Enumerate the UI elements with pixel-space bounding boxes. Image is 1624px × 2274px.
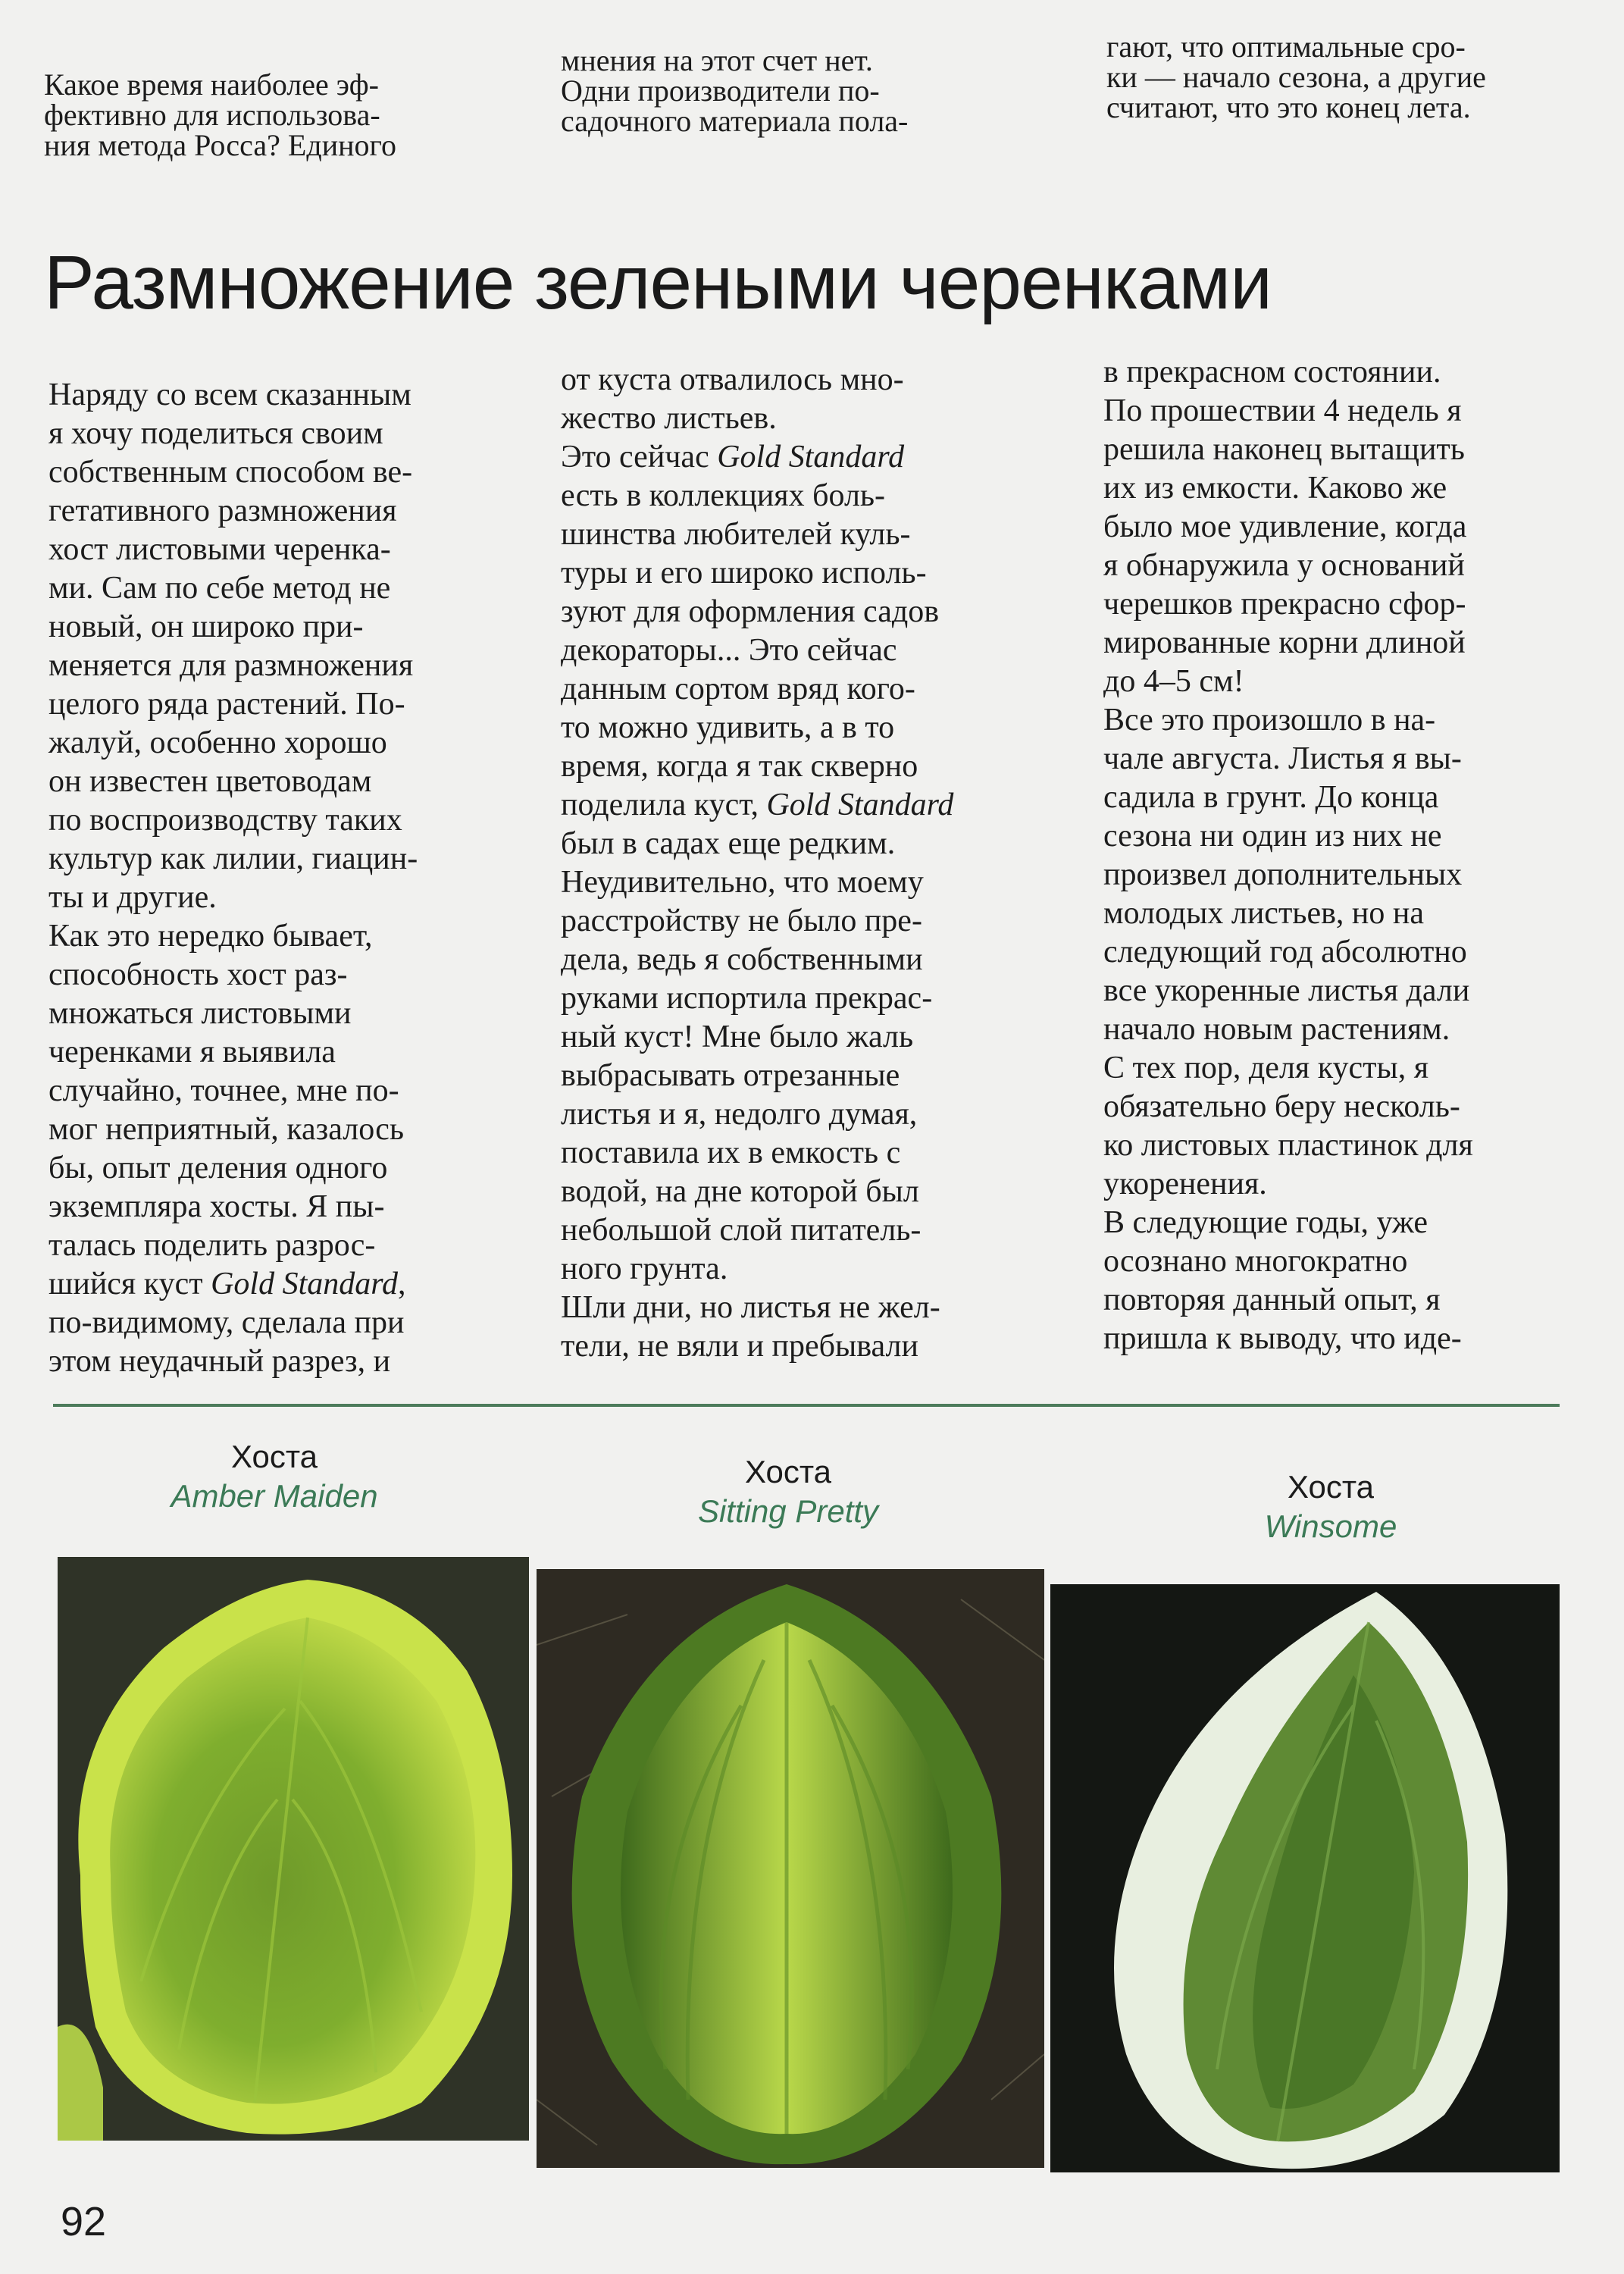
text-line: сезона ни один из них не (1103, 819, 1442, 854)
text-line: Это сейчас Gold Standard (561, 440, 905, 475)
text-line: мог неприятный, казалось (49, 1112, 405, 1147)
text-line: выбрасывать отрезанные (561, 1058, 900, 1093)
text-line: небольшой слой питатель- (561, 1213, 922, 1248)
text-line: Одни производители по- (561, 74, 880, 108)
text-line: Какое время наиболее эф- (44, 67, 379, 102)
article-column-3 (1103, 353, 1473, 1358)
text-line: этом неудачный разрез, и (49, 1344, 391, 1379)
text-line: он известен цветоводам (49, 764, 372, 799)
text-line: я хочу поделиться своим (49, 416, 383, 451)
text-line: ния метода Росса? Единого (44, 128, 396, 162)
text-line: молодых листьев, но на (1103, 896, 1425, 931)
text-line: собственным способом ве- (49, 455, 413, 490)
text-line: хост листовыми черенка- (49, 532, 391, 567)
text-line: В следующие годы, уже (1103, 1205, 1428, 1240)
text-line: считают, что это конец лета. (1106, 90, 1471, 124)
photo-caption-amber-maiden (138, 1437, 411, 1516)
text-line: садила в грунт. До конца (1103, 780, 1439, 815)
text-line: время, когда я так скверно (561, 749, 918, 784)
text-line: садочного материала пола- (561, 104, 909, 138)
text-line: черешков прекрасно сфор- (1103, 587, 1466, 622)
text-line: решила наконец вытащить (1103, 432, 1465, 467)
text-line: от куста отвалилось мно- (561, 362, 904, 397)
text-line: талась поделить разрос- (49, 1228, 376, 1263)
text-line: гетативного размножения (49, 493, 397, 528)
text-line: дела, ведь я собственными (561, 942, 923, 977)
text-line: повторяя данный опыт, я (1103, 1283, 1441, 1317)
text-line: пришла к выводу, что иде- (1103, 1321, 1462, 1356)
text-line: до 4–5 см! (1103, 664, 1244, 699)
text-line: Шли дни, но листья не жел- (561, 1290, 940, 1325)
hosta-amber-maiden-photo (58, 1557, 529, 2141)
text-line: водой, на дне которой был (561, 1174, 919, 1209)
caption-genus: Хоста (1287, 1469, 1375, 1505)
text-line: начало новым растениям. (1103, 1012, 1450, 1047)
text-line: был в садах еще редким. (561, 826, 896, 861)
text-line: их из емкости. Каково же (1103, 471, 1447, 506)
text-line: листья и я, недолго думая, (561, 1097, 918, 1132)
text-line: Все это произошло в на- (1103, 703, 1436, 738)
text-line: по воспроизводству таких (49, 803, 402, 838)
text-line: обязательно беру несколь- (1103, 1089, 1460, 1124)
hosta-winsome-photo (1050, 1584, 1560, 2172)
text-line: Неудивительно, что моему (561, 865, 924, 900)
caption-cultivar: Winsome (1264, 1508, 1397, 1544)
text-line: декораторы... Это сейчас (561, 633, 897, 668)
text-line: тели, не вяли и пребывали (561, 1329, 918, 1364)
text-line: произвел дополнительных (1103, 857, 1463, 892)
text-line: мнения на этот счет нет. (561, 43, 873, 77)
top-text-column-3 (1106, 32, 1486, 123)
text-line: ки — начало сезона, а другие (1106, 60, 1486, 94)
text-line: есть в коллекциях боль- (561, 478, 886, 513)
text-line: шийся куст Gold Standard, (49, 1267, 406, 1301)
caption-genus: Хоста (744, 1454, 832, 1489)
section-heading: Размножение зелеными черенками (44, 240, 1272, 325)
photo-caption-sitting-pretty (652, 1452, 925, 1531)
text-line: бы, опыт деления одного (49, 1151, 388, 1186)
text-line: данным сортом вряд кого- (561, 672, 915, 706)
top-text-column-1 (44, 67, 396, 162)
text-line: осознано многократно (1103, 1244, 1408, 1279)
text-line: по-видимому, сделала при (49, 1305, 405, 1340)
text-line: ко листовых пластинок для (1103, 1128, 1473, 1163)
article-column-2 (561, 361, 953, 1366)
hosta-sitting-pretty-photo (537, 1569, 1044, 2168)
text-line: ми. Сам по себе метод не (49, 571, 391, 606)
text-line: то можно удивить, а в то (561, 710, 895, 745)
text-line: гают, что оптимальные сро- (1106, 30, 1466, 64)
cultivar-name: Gold Standard (211, 1267, 399, 1301)
text-line: я обнаружила у оснований (1103, 548, 1465, 583)
text-line: С тех пор, деля кусты, я (1103, 1051, 1429, 1085)
text-line: руками испортила прекрас- (561, 981, 933, 1016)
text-line: было мое удивление, когда (1103, 509, 1467, 544)
text-line: мированные корни длиной (1103, 625, 1466, 660)
text-line: По прошествии 4 недель я (1103, 393, 1462, 428)
caption-cultivar: Sitting Pretty (697, 1493, 879, 1529)
text-line: черенками я выявила (49, 1035, 336, 1070)
caption-cultivar: Amber Maiden (171, 1478, 378, 1514)
text-line: чале августа. Листья я вы- (1103, 741, 1462, 776)
section-divider (53, 1404, 1560, 1407)
text-line: фективно для использова- (44, 98, 380, 132)
cultivar-name: Gold Standard (766, 788, 954, 822)
text-line: ты и другие. (49, 880, 217, 915)
text-line: способность хост раз- (49, 957, 348, 992)
text-line: следующий год абсолютно (1103, 935, 1467, 969)
cultivar-name: Gold Standard (717, 440, 905, 475)
text-line: поделила куст, Gold Standard (561, 788, 954, 822)
text-line: Наряду со всем сказанным (49, 377, 411, 412)
text-line: жество листьев. (561, 401, 777, 436)
text-line: зуют для оформления садов (561, 594, 940, 629)
text-line: ный куст! Мне было жаль (561, 1020, 914, 1054)
text-line: жалуй, особенно хорошо (49, 725, 387, 760)
photo-caption-winsome (1194, 1467, 1467, 1546)
text-line: целого ряда растений. По- (49, 687, 405, 722)
text-line: множаться листовыми (49, 996, 352, 1031)
text-line: в прекрасном состоянии. (1103, 355, 1441, 390)
article-column-1 (49, 376, 418, 1381)
page-number: 92 (61, 2199, 107, 2244)
text-line: ного грунта. (561, 1251, 728, 1286)
caption-genus: Хоста (230, 1439, 318, 1474)
text-line: культур как лилии, гиацин- (49, 841, 418, 876)
text-line: случайно, точнее, мне по- (49, 1073, 399, 1108)
text-line: расстройству не было пре- (561, 904, 922, 938)
text-line: экземпляра хосты. Я пы- (49, 1189, 385, 1224)
text-line: поставила их в емкость с (561, 1135, 901, 1170)
text-line: все укоренные листья дали (1103, 973, 1470, 1008)
text-line: Как это нередко бывает, (49, 919, 373, 954)
text-line: туры и его широко исполь- (561, 556, 927, 590)
text-line: новый, он широко при- (49, 609, 364, 644)
text-line: укоренения. (1103, 1167, 1267, 1201)
text-line: шинства любителей куль- (561, 517, 911, 552)
top-text-column-2 (561, 45, 908, 136)
text-line: меняется для размножения (49, 648, 414, 683)
